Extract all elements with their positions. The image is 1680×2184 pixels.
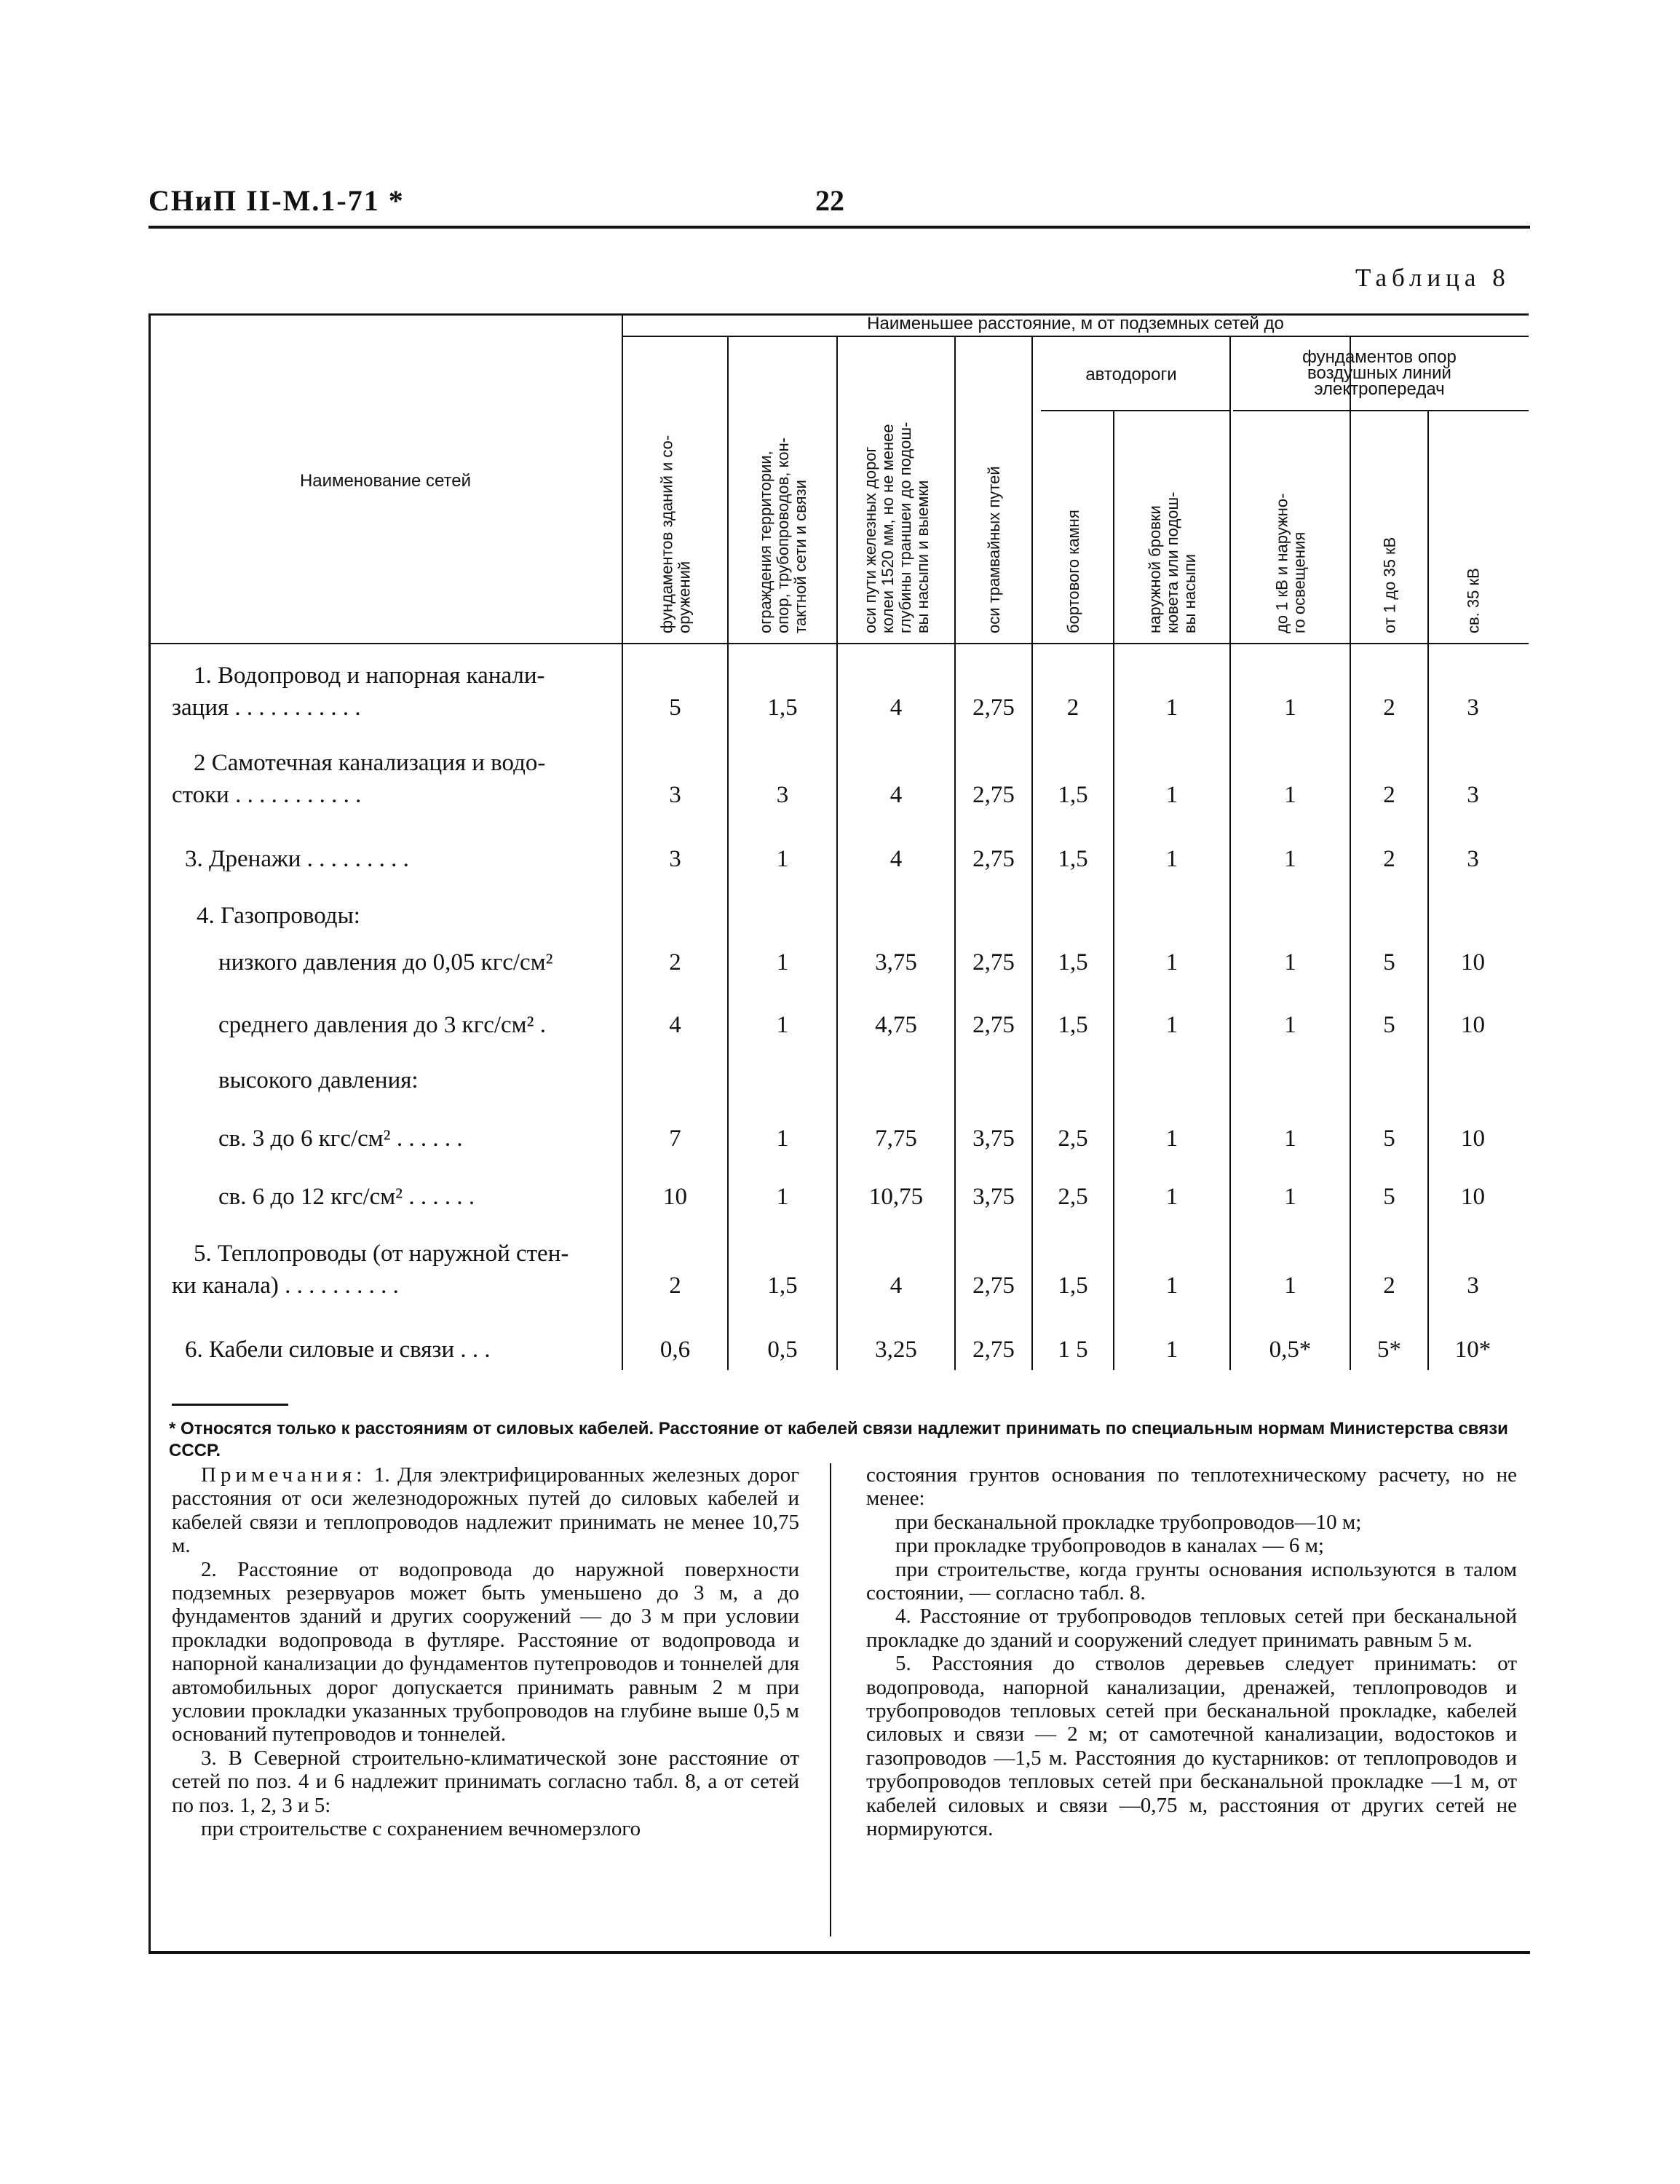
table-cell: 4 [669,1012,681,1038]
table-cell: 5 [1383,1012,1395,1038]
row-header: Наименование сетей [299,471,472,491]
table-cell: 5* [1377,1337,1401,1363]
table-cell: 1 [1165,1337,1178,1363]
table-cell: 4,75 [875,1012,917,1038]
table-cell: 1 5 [1058,1337,1088,1363]
table-cell: 0,6 [659,1337,691,1363]
table-cell: 3 [669,782,681,808]
power-subheader: фундаментов опор [1302,347,1457,367]
column-header: св. 35 кВ [1464,568,1483,633]
table-cell: 1 [1165,695,1178,721]
row-label: св. 6 до 12 кгс/см² . . . . . . [218,1184,475,1210]
table-cell: 1 [1284,1184,1296,1210]
table-cell: 1,5 [767,695,798,721]
table-cell: 10 [663,1184,687,1210]
table-cell: 2,75 [972,695,1015,721]
table-cell: 4 [889,1273,903,1299]
table-body-text [172,662,1491,1363]
table-cell: 5 [1383,949,1395,976]
table-cell: 3 [1467,1273,1479,1299]
table-cell: 10 [1461,1012,1485,1038]
note-text: 3. В Северной строительно-климатической зоне расстояние от сетей по поз. 4 и 6 надлежит принимать согласно табл. 8, а от сетей по поз. 1, 2, 3 и 5: [172,1746,799,1817]
table-cell: 10 [1461,1184,1485,1210]
note-paragraph [172,1746,799,1817]
table-cell: 1 [1165,846,1178,872]
note-text: при строительстве, когда грунты основания используются в талом состоянии, — согласно табл. 8. [866,1557,1517,1605]
table-cell: 1 [1284,1125,1296,1152]
note-paragraph [172,1463,799,1558]
column-header: от 1 до 35 кВ [1380,537,1399,633]
note-text: 5. Расстояния до стволов деревьев следует принимать: от водопровода, напорной канализации, дренажей, теплопроводов и трубопроводов тепловых сетей при бесканальной прокладке, кабелей силовых и связи — 2 м; от самотечной канализации, водостоков и газопроводов —1,5 м. Расстояния до кустарников: от теплопроводов и трубопроводов тепловых сетей при бесканальной прокладке —1 м, от кабелей силовых и связи —0,75 м, расстояния от других сетей не нормируются. [866,1652,1517,1841]
table-cell: 7,75 [875,1125,917,1152]
table-cell: 3,75 [972,1125,1015,1152]
note-text: 2. Расстояние от водопровода до наружной поверхности подземных резервуаров может быть уменьшено до 3 м, а до фундаментов зданий и других сооружений — до 3 м при условии прокладки водопровода в футляре. Расстояние от водопровода и напорной канализации до фундаментов путепроводов и тоннелей для автомобильных дорог допускается принимать равным 2 м при условии прокладки указанных трубопроводов на глубине выше 0,5 м оснований путепроводов и тоннелей. [172,1557,799,1746]
table-cell: 1 [1284,846,1296,872]
table-cell: 3,75 [875,949,917,976]
table-cell: 0,5 [767,1337,798,1363]
table-cell: 2 [1383,846,1395,872]
table-cell: 3,75 [972,1184,1015,1210]
table-cell: 10 [1461,1125,1485,1152]
table-cell: 0,5* [1269,1337,1312,1363]
table-cell: 2 [1383,695,1395,721]
table-cell: 10,75 [868,1184,924,1210]
table-cell: 3 [1467,782,1479,808]
table-cell: 5 [1383,1184,1395,1210]
document-code: СНиП II-М.1-71 * [148,184,405,217]
table-cell: 1,5 [767,1273,798,1299]
table-cell: 1,5 [1058,949,1088,976]
table-cell: 4 [889,695,903,721]
column-header: бортового камня [1064,510,1082,633]
table-cell: 1,5 [1058,1273,1088,1299]
table-caption: Таблица 8 [1355,264,1510,292]
table-cell: 3 [669,846,681,872]
row-label: 5. Теплопроводы (от наружной стен- [194,1241,569,1267]
table-cell: 5 [1383,1125,1395,1152]
column-header: го освещения [1290,531,1309,633]
note-paragraph [172,1558,799,1746]
column-header: тактной сети и связи [791,480,809,633]
roads-subheader: автодороги [1085,365,1177,384]
table-cell: 3 [776,782,789,808]
table-cell: 2,75 [972,949,1015,976]
note-paragraph [866,1511,1517,1534]
table-cell: 1 [776,1184,789,1210]
table-cell: 3 [1467,695,1479,721]
power-subheader: воздушных линий [1307,363,1451,383]
column-header: оружений [675,561,694,633]
note-paragraph [866,1534,1517,1557]
note-paragraph [866,1605,1517,1652]
table-cell: 2 [1066,695,1079,721]
table-cell: 1 [1165,1012,1178,1038]
table-cell: 4 [889,846,903,872]
column-header: фундаментов зданий и со- [657,435,676,633]
row-label: 1. Водопровод и напорная канали- [194,662,545,689]
table-cell: 4 [889,782,903,808]
note-text: 1. Для электрифицированных железных дорог расстояния от оси железнодорожных путей до силовых кабелей и кабелей связи и теплопроводов надлежит принимать не менее 10,75 м. [172,1463,799,1558]
note-paragraph [866,1652,1517,1840]
note-text: состояния грунтов основания по теплотехническому расчету, но не менее: [866,1463,1517,1511]
row-label: 4. Газопроводы: [197,903,360,929]
row-label: среднего давления до 3 кгс/см² . [218,1012,546,1038]
table-cell: 1 [1165,949,1178,976]
row-label: стоки . . . . . . . . . . . [172,782,362,808]
bottom-rule [148,1951,1530,1954]
column-header: колеи 1520 мм, но не менее [879,424,897,633]
table-cell: 2 [1383,782,1395,808]
table-cell: 1 [1165,1273,1178,1299]
note-paragraph [866,1463,1517,1511]
table-cell: 2,75 [972,782,1015,808]
table-cell: 1 [1284,1012,1296,1038]
table-cell: 1 [776,1012,789,1038]
table-cell: 3 [1467,846,1479,872]
table-cell: 1 [1165,1184,1178,1210]
column-header: оси пути железных дорог [861,446,879,633]
power-subheader: электропередач [1314,379,1445,399]
column-separator [830,1463,831,1936]
page-number: 22 [815,184,844,217]
column-header: ограждения территории, [756,451,774,633]
footnote-rule [172,1404,288,1406]
row-label: св. 3 до 6 кгс/см² . . . . . . [218,1125,463,1152]
table-cell: 1 [1284,695,1296,721]
table-cell: 2 [669,1273,681,1299]
table-cell: 5 [669,695,681,721]
table-cell: 1 [1165,1125,1178,1152]
row-label: 2 Самотечная канализация и водо- [194,750,546,776]
table-cell: 2,75 [972,1012,1015,1038]
note-text: при бесканальной прокладке трубопроводов—10 м; [895,1510,1362,1534]
table-cell: 10 [1461,949,1485,976]
row-label: 3. Дренажи . . . . . . . . . [185,846,409,872]
table-cell: 10* [1454,1337,1491,1363]
column-header: опор, трубопроводов, кон- [774,437,792,633]
table-cell: 2,75 [972,1273,1015,1299]
table-header-text [300,314,1483,633]
notes-right-column [866,1463,1517,1841]
column-header: оси трамвайных путей [985,466,1003,633]
row-label: ки канала) . . . . . . . . . . [172,1273,399,1299]
note-text: при прокладке трубопроводов в каналах — 6 м; [895,1534,1324,1558]
column-header: вы насыпи [1181,553,1199,633]
note-paragraph [866,1558,1517,1605]
table-cell: 1,5 [1058,782,1088,808]
table-cell: 1,5 [1058,846,1088,872]
note-text: 4. Расстояние от трубопроводов тепловых сетей при бесканальной прокладке до зданий и сооружений следует принимать равным 5 м. [866,1605,1517,1652]
table-cell: 2,75 [972,1337,1015,1363]
column-header: вы насыпи и выемки [914,480,932,633]
table-cell: 2 [669,949,681,976]
table-cell: 1,5 [1058,1012,1088,1038]
table-cell: 1 [1165,782,1178,808]
table-cell: 1 [776,1125,789,1152]
table-cell: 2,5 [1058,1125,1088,1152]
notes-left-column [172,1463,799,1841]
table-cell: 1 [776,846,789,872]
group-header: Наименьшее расстояние, м от подземных сетей до [867,314,1284,333]
column-header: до 1 кВ и наружно- [1272,493,1291,633]
table-cell: 1 [776,949,789,976]
row-label: низкого давления до 0,05 кгс/см² [218,949,553,976]
table-cell: 2 [1383,1273,1395,1299]
table-cell: 2,5 [1058,1184,1088,1210]
note-text: при строительстве с сохранением вечномерзлого [201,1817,641,1841]
table-cell: 1 [1284,1273,1296,1299]
column-header: глубины траншеи до подош- [896,422,914,633]
row-label: высокого давления: [218,1067,419,1093]
row-label: 6. Кабели силовые и связи . . . [185,1337,491,1363]
table-cell: 1 [1284,949,1296,976]
row-label: зация . . . . . . . . . . . [172,695,361,721]
table-cell: 7 [669,1125,681,1152]
table-cell: 2,75 [972,846,1015,872]
table-cell: 1 [1284,782,1296,808]
footnote: * Относятся только к расстояниям от силовых кабелей. Расстояние от кабелей связи надлежит принимать по специальным нормам Министерства связи СССР. [169,1419,1508,1460]
table-cell: 3,25 [875,1337,917,1363]
column-header: наружной бровки [1146,505,1164,633]
notes-heading: Примечания: [201,1463,367,1487]
note-paragraph [172,1817,799,1840]
column-header: кювета или подош- [1163,491,1181,633]
